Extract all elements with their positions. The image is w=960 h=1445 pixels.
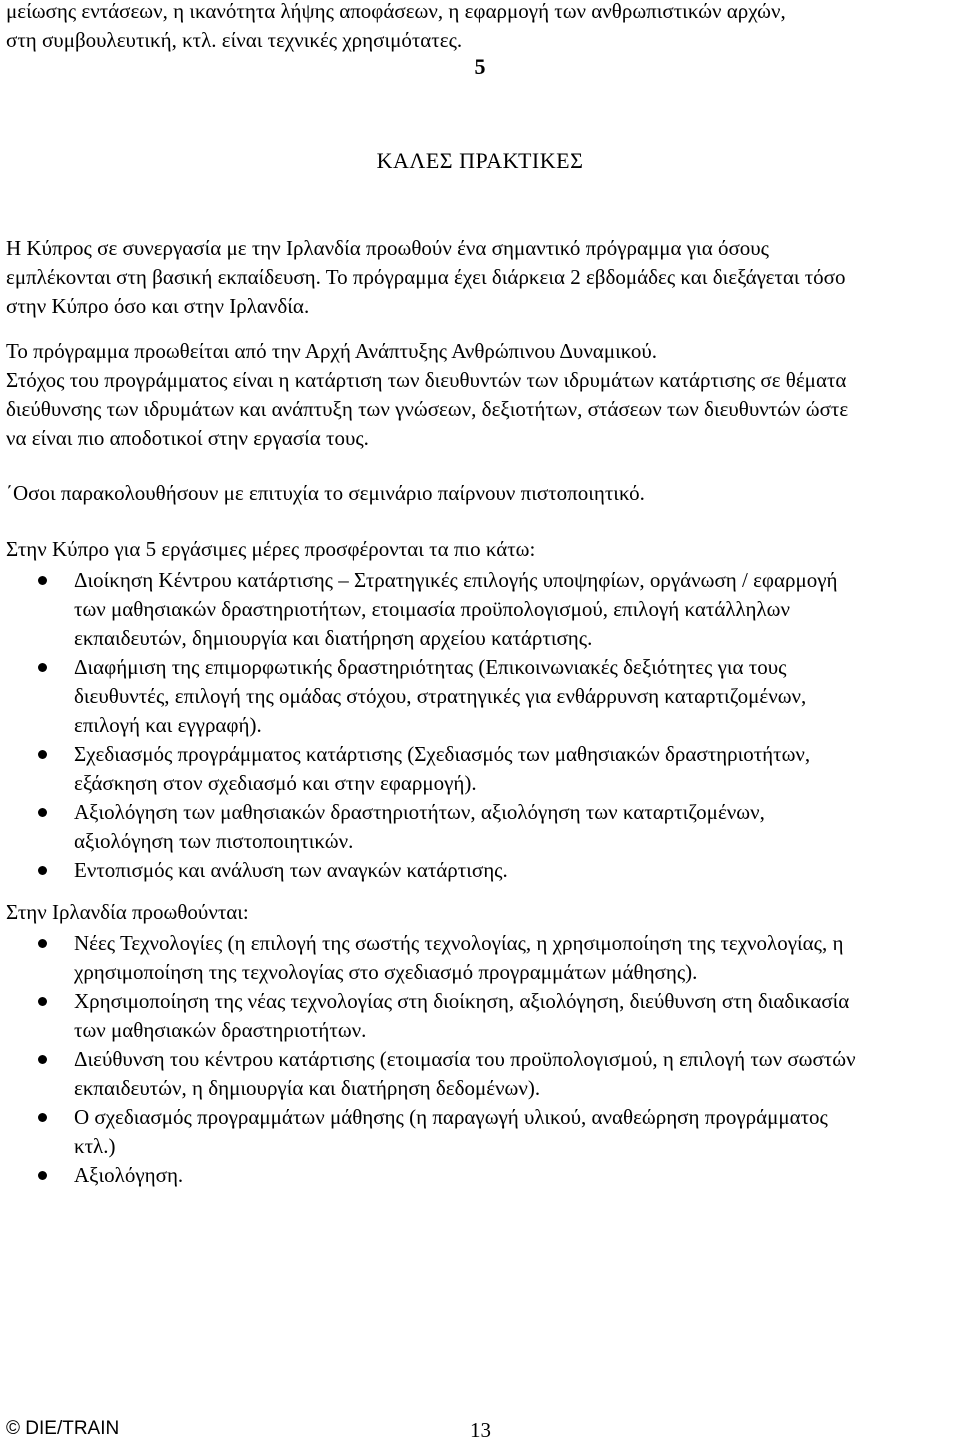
text-line: των μαθησιακών δραστηριοτήτων, ετοιμασία προϋπολογισμού, επιλογή κατάλληλων [74, 597, 790, 621]
section-number: 5 [474, 54, 486, 79]
cyprus-heading: Στην Κύπρο για 5 εργάσιμες μέρες προσφέρονται τα πιο κάτω: [6, 537, 536, 561]
certificate-paragraph [6, 479, 954, 508]
list-item [6, 1161, 954, 1190]
text-line: διεύθυνσης των ιδρυμάτων και ανάπτυξη των γνώσεων, δεξιοτήτων, στάσεων των διευθυντών ώστε [6, 397, 849, 421]
footer-copyright: © DIE/TRAIN [6, 1418, 120, 1439]
bullet-icon [38, 939, 47, 948]
text-line: Η Κύπρος σε συνεργασία με την Ιρλανδία προωθούν ένα σημαντικό πρόγραμμα για όσους [6, 236, 769, 260]
list-item [6, 856, 954, 885]
text-line: Αξιολόγηση των μαθησιακών δραστηριοτήτων, αξιολόγηση των καταρτιζομένων, [74, 800, 765, 824]
ireland-list [6, 929, 954, 1190]
bullet-icon [38, 1113, 47, 1122]
list-item [6, 798, 954, 856]
bullet-icon [38, 750, 47, 759]
text-line: εξάσκηση στον σχεδιασμό και στην εφαρμογή). [74, 771, 477, 795]
bullet-icon [38, 866, 47, 875]
text-line: εμπλέκονται στη βασική εκπαίδευση. Το πρόγραμμα έχει διάρκεια 2 εβδομάδες και διεξάγεται τόσο [6, 265, 846, 289]
list-item [6, 929, 954, 987]
section-title: ΚΑΛΕΣ ΠΡΑΚΤΙΚΕΣ [376, 148, 584, 173]
text-line: ΄Οσοι παρακολουθήσουν με επιτυχία το σεμινάριο παίρνουν πιστοποιητικό. [6, 481, 645, 505]
text-line: Ο σχεδιασμός προγραμμάτων μάθησης (η παραγωγή υλικού, αναθεώρηση προγράμματος [74, 1105, 828, 1129]
intro-paragraph [6, 234, 954, 321]
text-line: χρησιμοποίηση της τεχνολογίας στο σχεδιασμό προγραμμάτων μάθησης). [74, 960, 698, 984]
cyprus-list [6, 566, 954, 885]
bullet-icon [38, 576, 47, 585]
text-line: εκπαιδευτών, δημιουργία και διατήρηση αρχείου κατάρτισης. [74, 626, 593, 650]
text-line: στην Κύπρο όσο και στην Ιρλανδία. [6, 294, 310, 318]
text-line: επιλογή και εγγραφή). [74, 713, 262, 737]
text-line: κτλ.) [74, 1134, 116, 1158]
text-line: στη συμβουλευτική, κτλ. είναι τεχνικές χρησιμότατες. [6, 28, 463, 52]
text-line: Εντοπισμός και ανάλυση των αναγκών κατάρτισης. [74, 858, 508, 882]
bullet-icon [38, 1171, 47, 1180]
ireland-heading: Στην Ιρλανδία προωθούνται: [6, 900, 249, 924]
text-line: Σχεδιασμός προγράμματος κατάρτισης (Σχεδιασμός των μαθησιακών δραστηριοτήτων, [74, 742, 811, 766]
list-item [6, 740, 954, 798]
list-item [6, 1103, 954, 1161]
text-line: Αξιολόγηση. [74, 1163, 184, 1187]
text-line: Διαφήμιση της επιμορφωτικής δραστηριότητας (Επικοινωνιακές δεξιότητες για τους [74, 655, 787, 679]
bullet-icon [38, 663, 47, 672]
text-line: εκπαιδευτών, η δημιουργία και διατήρηση δεδομένων). [74, 1076, 541, 1100]
continued-paragraph [6, 0, 954, 55]
text-line: Χρησιμοποίηση της νέας τεχνολογίας στη διοίκηση, αξιολόγηση, διεύθυνση στη διαδικασία [74, 989, 850, 1013]
list-item [6, 566, 954, 653]
text-line: Διοίκηση Κέντρου κατάρτισης – Στρατηγικές επιλογής υποψηφίων, οργάνωση / εφαρμογή [74, 568, 838, 592]
text-line: Νέες Τεχνολογίες (η επιλογή της σωστής τεχνολογίας, η χρησιμοποίηση της τεχνολογίας, η [74, 931, 844, 955]
text-line: Διεύθυνση του κέντρου κατάρτισης (ετοιμασία του προϋπολογισμού, η επιλογή των σωστών [74, 1047, 856, 1071]
text-line: των μαθησιακών δραστηριοτήτων. [74, 1018, 367, 1042]
bullet-icon [38, 997, 47, 1006]
text-line: Στόχος του προγράμματος είναι η κατάρτιση των διευθυντών των ιδρυμάτων κατάρτισης σε θέματα [6, 368, 847, 392]
page-number: 13 [470, 1418, 491, 1442]
bullet-icon [38, 1055, 47, 1064]
cyprus-section [6, 535, 954, 885]
bullet-icon [38, 808, 47, 817]
text-line: αξιολόγηση των πιστοποιητικών. [74, 829, 354, 853]
list-item [6, 1045, 954, 1103]
ireland-section [6, 898, 954, 1190]
text-line: Το πρόγραμμα προωθείται από την Αρχή Ανάπτυξης Ανθρώπινου Δυναμικού. [6, 339, 657, 363]
text-line: διευθυντές, επιλογή της ομάδας στόχου, στρατηγικές για ενθάρρυνση καταρτιζομένων, [74, 684, 807, 708]
text-line: μείωσης εντάσεων, η ικανότητα λήψης αποφάσεων, η εφαρμογή των ανθρωπιστικών αρχών, [6, 0, 786, 23]
list-item [6, 653, 954, 740]
program-paragraph [6, 337, 954, 453]
list-item [6, 987, 954, 1045]
text-line: να είναι πιο αποδοτικοί στην εργασία τους. [6, 426, 369, 450]
